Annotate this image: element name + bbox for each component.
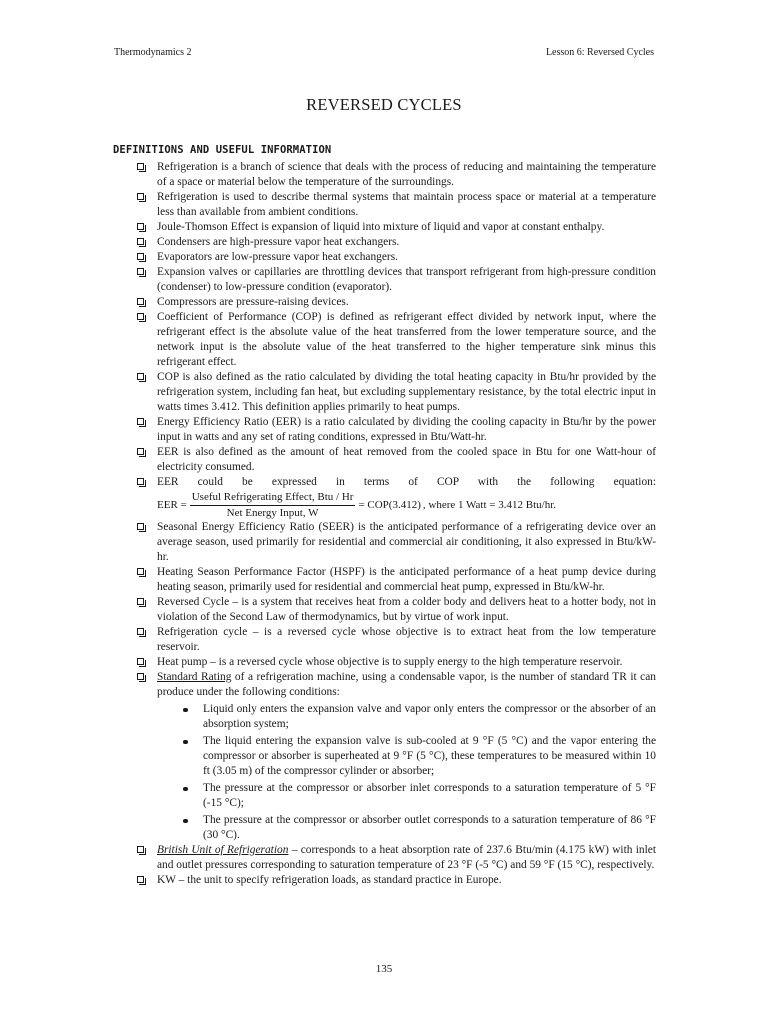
list-item bbox=[136, 595, 656, 625]
list-item bbox=[136, 265, 656, 295]
list-item bbox=[136, 655, 656, 670]
list-item-british-unit bbox=[136, 843, 656, 873]
list-item bbox=[136, 873, 656, 888]
list-item bbox=[136, 295, 656, 310]
item-text: Compressors are pressure-raising devices. bbox=[157, 296, 349, 308]
eer-formula bbox=[157, 491, 656, 520]
item-lead-term: British Unit of Refrigeration bbox=[157, 844, 289, 856]
condition-text: The pressure at the compressor or absorber outlet corresponds to a saturation temperature of 86 °F (30 °C). bbox=[203, 814, 656, 841]
definitions-list bbox=[136, 160, 656, 888]
item-text: – corresponds to a heat absorption rate of 237.6 Btu/min (4.175 kW) with inlet and outlet pressures corresponding to saturation temperature of 23 °F (-5 °C) and 59 °F (15 °C), respectively. bbox=[157, 844, 657, 871]
item-text: Refrigeration is used to describe thermal systems that maintain process space or material at a temperature less than available from ambient conditions. bbox=[157, 191, 656, 218]
item-text: Condensers are high-pressure vapor heat exchangers. bbox=[157, 236, 400, 248]
condition-item bbox=[181, 781, 656, 811]
running-header-lesson: Lesson 6: Reversed Cycles bbox=[545, 47, 654, 58]
item-text: Evaporators are low-pressure vapor heat exchangers. bbox=[157, 251, 398, 263]
conditions-list bbox=[157, 702, 656, 843]
checkbox-bullet-icon bbox=[137, 193, 144, 200]
condition-text: The pressure at the compressor or absorber inlet corresponds to a saturation temperature of 5 °F (-15 °C); bbox=[203, 782, 656, 809]
item-text: KW – the unit to specify refrigeration loads, as standard practice in Europe. bbox=[157, 874, 502, 886]
item-text: EER is also defined as the amount of heat removed from the cooled space in Btu for one Watt-hour of electricity consumed. bbox=[157, 446, 656, 473]
running-header-course: Thermodynamics 2 bbox=[114, 47, 192, 58]
checkbox-bullet-icon bbox=[137, 163, 144, 170]
formula-rhs: = COP(3.412) bbox=[358, 499, 421, 511]
checkbox-bullet-icon bbox=[137, 673, 144, 680]
item-lead-term: Standard Rating bbox=[157, 671, 232, 683]
list-item bbox=[136, 445, 656, 475]
item-text: EER could be expressed in terms of COP with the following equation: bbox=[157, 476, 656, 488]
list-item bbox=[136, 625, 656, 655]
item-text: Coefficient of Performance (COP) is defined as refrigerant effect divided by network input, where the refrigerant effect is the absolute value of the heat transferred from the lower temperature source, and the network input is the absolute value of the heat transferred to the higher temperature sink minus this refrigerant effect. bbox=[157, 311, 656, 368]
dot-bullet-icon bbox=[183, 787, 188, 792]
list-item-eer-equation bbox=[136, 475, 656, 520]
item-text: Refrigeration cycle – is a reversed cycle whose objective is to extract heat from the low temperature reservoir. bbox=[157, 626, 656, 653]
checkbox-bullet-icon bbox=[137, 373, 144, 380]
dot-bullet-icon bbox=[183, 740, 188, 745]
formula-fraction bbox=[190, 491, 356, 520]
checkbox-bullet-icon bbox=[137, 876, 144, 883]
checkbox-bullet-icon bbox=[137, 658, 144, 665]
condition-item bbox=[181, 702, 656, 732]
condition-item bbox=[181, 734, 656, 779]
checkbox-bullet-icon bbox=[137, 418, 144, 425]
item-text: COP is also defined as the ratio calculated by dividing the total heating capacity in Btu/hr provided by the refrigeration system, including fan heat, but excluding supplementary resistance, by the total electric input in watts times 3.412. This definition applies primarily to heat pumps. bbox=[157, 371, 656, 413]
formula-note: , where 1 Watt = 3.412 Btu/hr. bbox=[422, 499, 557, 511]
item-text: Joule-Thomson Effect is expansion of liquid into mixture of liquid and vapor at constant enthalpy. bbox=[157, 221, 605, 233]
condition-text: Liquid only enters the expansion valve and vapor only enters the compressor or the absorber of an absorption system; bbox=[203, 703, 656, 730]
condition-text: The liquid entering the expansion valve is sub-cooled at 9 °F (5 °C) and the vapor entering the compressor or absorber is superheated at 9 °F (5 °C), these temperatures to be measured within 10 ft (3.05 m) of the compressor cylinder or absorber; bbox=[203, 735, 656, 777]
checkbox-bullet-icon bbox=[137, 313, 144, 320]
checkbox-bullet-icon bbox=[137, 298, 144, 305]
checkbox-bullet-icon bbox=[137, 568, 144, 575]
list-item bbox=[136, 160, 656, 190]
item-text: Refrigeration is a branch of science that deals with the process of reducing and maintaining the temperature of a space or material below the temperature of the surroundings. bbox=[157, 161, 656, 188]
item-text: Reversed Cycle – is a system that receives heat from a colder body and delivers heat to a hotter body, not in violation of the Second Law of thermodynamics, but by virtue of work input. bbox=[157, 596, 656, 623]
item-text: Energy Efficiency Ratio (EER) is a ratio calculated by dividing the cooling capacity in Btu/hr by the power input in watts and any set of rating conditions, expressed in Btu/Watt-hr. bbox=[157, 416, 656, 443]
list-item bbox=[136, 565, 656, 595]
item-text: Heat pump – is a reversed cycle whose objective is to supply energy to the high temperature reservoir. bbox=[157, 656, 623, 668]
checkbox-bullet-icon bbox=[137, 448, 144, 455]
list-item bbox=[136, 220, 656, 235]
list-item bbox=[136, 190, 656, 220]
checkbox-bullet-icon bbox=[137, 598, 144, 605]
formula-lhs: EER = bbox=[157, 499, 187, 511]
list-item-standard-rating bbox=[136, 670, 656, 843]
item-text: Heating Season Performance Factor (HSPF) is the anticipated performance of a heat pump device during heating season, primarily used for residential and commercial heat pump, expressed in Btu/kW-hr. bbox=[157, 566, 656, 593]
dot-bullet-icon bbox=[183, 708, 188, 713]
item-text: Seasonal Energy Efficiency Ratio (SEER) is the anticipated performance of a refrigerating device over an average season, used primarily for residential and commercial air conditioning, it also expressed in Btu/kW-hr. bbox=[157, 521, 656, 563]
checkbox-bullet-icon bbox=[137, 268, 144, 275]
checkbox-bullet-icon bbox=[137, 628, 144, 635]
list-item bbox=[136, 310, 656, 370]
checkbox-bullet-icon bbox=[137, 253, 144, 260]
section-heading: DEFINITIONS AND USEFUL INFORMATION bbox=[113, 144, 332, 156]
checkbox-bullet-icon bbox=[137, 238, 144, 245]
page-number: 135 bbox=[375, 963, 393, 975]
dot-bullet-icon bbox=[183, 819, 188, 824]
formula-numerator: Useful Refrigerating Effect, Btu / Hr bbox=[190, 491, 356, 506]
page-title: REVERSED CYCLES bbox=[306, 95, 462, 114]
formula-denominator: Net Energy Input, W bbox=[226, 507, 319, 519]
condition-item bbox=[181, 813, 656, 843]
item-text: Expansion valves or capillaries are throttling devices that transport refrigerant from high-pressure condition (condenser) to low-pressure condition (evaporator). bbox=[157, 266, 656, 293]
checkbox-bullet-icon bbox=[137, 223, 144, 230]
list-item bbox=[136, 415, 656, 445]
list-item bbox=[136, 370, 656, 415]
checkbox-bullet-icon bbox=[137, 523, 144, 530]
checkbox-bullet-icon bbox=[137, 478, 144, 485]
list-item bbox=[136, 520, 656, 565]
list-item bbox=[136, 235, 656, 250]
checkbox-bullet-icon bbox=[137, 846, 144, 853]
item-text: of a refrigeration machine, using a condensable vapor, is the number of standard TR it can produce under the following conditions: bbox=[157, 671, 656, 698]
list-item bbox=[136, 250, 656, 265]
